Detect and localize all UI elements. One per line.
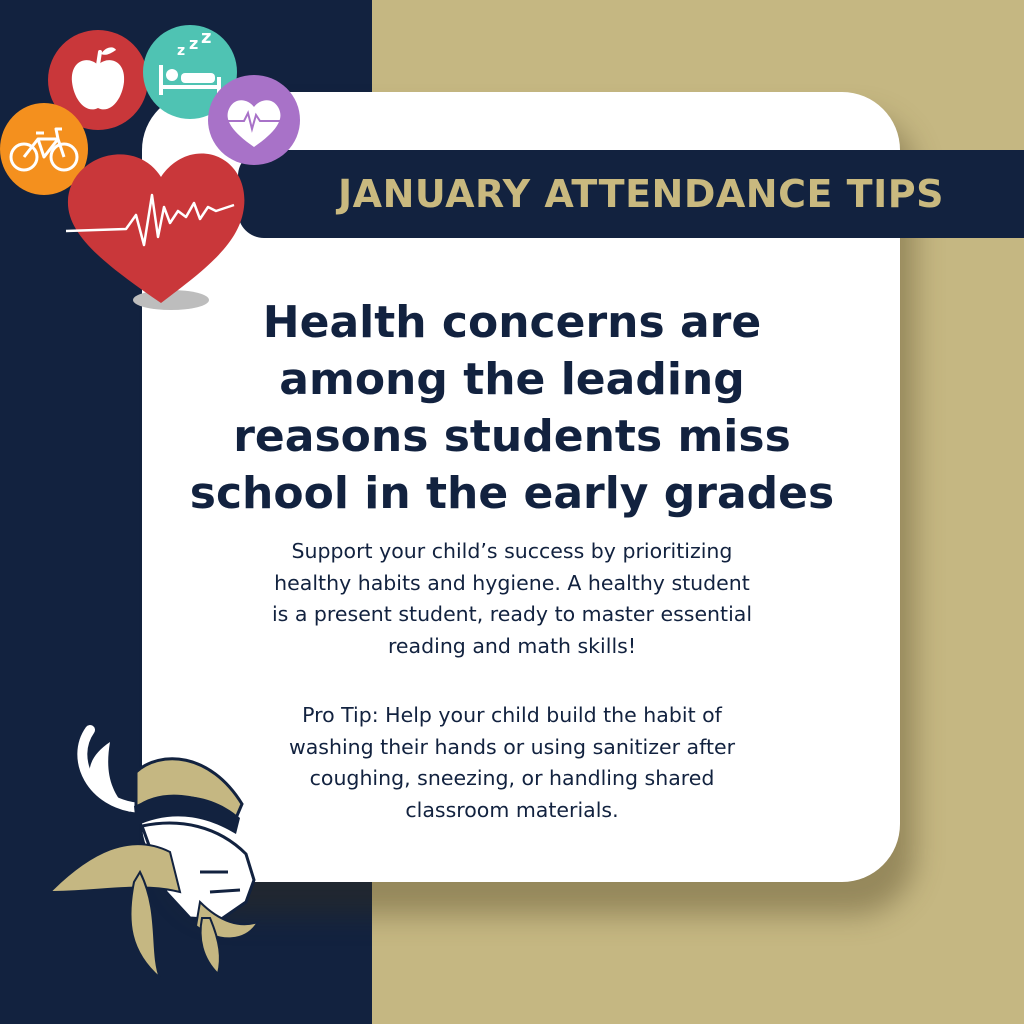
big-heart-icon	[66, 145, 246, 315]
headline-line: Health concerns are	[262, 297, 762, 348]
paragraph-line: Support your child’s success by prioritizing	[291, 539, 733, 563]
paragraph-line: coughing, sneezing, or handling shared	[309, 766, 715, 790]
paragraph-line: washing their hands or using sanitizer after	[288, 734, 736, 759]
paragraph-line: reading and math skills!	[387, 633, 637, 658]
headline-line: reasons students miss	[233, 411, 791, 462]
paragraph-line: is a present student, ready to master essential	[271, 602, 753, 626]
headline-line: school in the early grades	[189, 468, 835, 519]
svg-text:z: z	[189, 34, 199, 53]
headline	[162, 294, 862, 522]
paragraph-line: healthy habits and hygiene. A healthy student	[274, 570, 750, 595]
headline-line: among the leading	[279, 354, 745, 405]
pro-tip-paragraph	[212, 700, 812, 826]
svg-text:z: z	[201, 27, 212, 48]
svg-text:z: z	[177, 43, 186, 59]
paragraph-line: classroom materials.	[405, 797, 619, 822]
paragraph-line: Pro Tip: Help your child build the habit of	[302, 703, 722, 727]
title-banner	[238, 150, 1024, 238]
banner-title: JANUARY ATTENDANCE TIPS	[338, 172, 944, 216]
support-paragraph	[212, 536, 812, 662]
